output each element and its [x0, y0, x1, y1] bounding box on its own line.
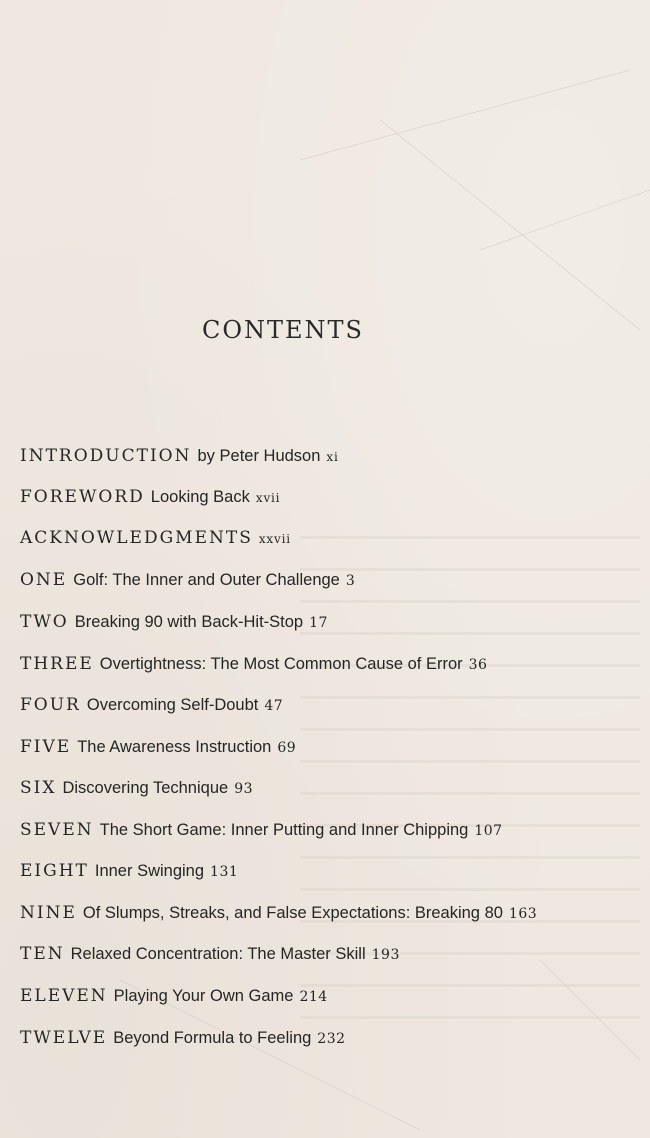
toc-entry [20, 1027, 346, 1050]
page-number: 107 [474, 823, 503, 839]
chapter-label: FIVE [20, 737, 72, 757]
page-number: 163 [508, 906, 538, 922]
page-number: 3 [345, 573, 356, 589]
toc-entry [20, 611, 328, 634]
page-number: 69 [277, 740, 297, 756]
chapter-title: Overcoming Self-Doubt [86, 696, 259, 714]
page-number: 232 [317, 1031, 346, 1047]
chapter-label: TEN [20, 944, 65, 964]
toc-entry [20, 902, 537, 925]
toc-entry [20, 653, 487, 676]
chapter-title: The Short Game: Inner Putting and Inner Chipping [99, 821, 469, 839]
chapter-title: by Peter Hudson [197, 447, 321, 465]
chapter-label: TWO [20, 612, 69, 632]
chapter-title: Inner Swinging [94, 862, 205, 880]
chapter-label: THREE [20, 654, 94, 674]
chapter-label: ELEVEN [20, 986, 108, 1006]
toc-entry [20, 694, 283, 717]
page-number: 214 [299, 989, 328, 1005]
toc-entry [20, 445, 339, 468]
page-number: 93 [234, 781, 254, 797]
toc-entry [20, 486, 280, 509]
page-number: 17 [309, 615, 328, 631]
chapter-label: SIX [20, 778, 57, 798]
chapter-label: FOUR [20, 695, 81, 715]
toc-entry [20, 736, 296, 759]
chapter-label: NINE [20, 903, 77, 923]
toc-entry [20, 943, 400, 966]
page-number: xxvii [258, 532, 291, 546]
page-number: 47 [264, 698, 284, 714]
page-title: CONTENTS [201, 316, 364, 344]
page-number: xi [326, 450, 339, 464]
page-number: 131 [210, 864, 239, 880]
chapter-title: Playing Your Own Game [113, 987, 294, 1005]
chapter-label: FOREWORD [20, 487, 145, 507]
toc-entry [20, 569, 355, 592]
toc-entry [20, 819, 503, 842]
chapter-title: Discovering Technique [62, 779, 229, 797]
chapter-title: The Awareness Instruction [77, 738, 272, 756]
chapter-title: Of Slumps, Streaks, and False Expectations: Breaking 80 [82, 904, 503, 922]
toc-entry [20, 985, 328, 1008]
toc-entry [20, 777, 253, 800]
page-number: 193 [371, 947, 400, 963]
chapter-label: INTRODUCTION [20, 446, 192, 466]
chapter-label: ACKNOWLEDGMENTS [20, 528, 253, 548]
chapter-label: TWELVE [20, 1028, 108, 1048]
toc-entry [20, 860, 238, 883]
chapter-title: Beyond Formula to Feeling [113, 1029, 312, 1047]
chapter-title: Overtightness: The Most Common Cause of Error [99, 655, 463, 673]
chapter-title: Relaxed Concentration: The Master Skill [70, 945, 366, 963]
chapter-title: Golf: The Inner and Outer Challenge [73, 571, 340, 589]
chapter-label: ONE [20, 570, 68, 590]
chapter-title: Breaking 90 with Back-Hit-Stop [74, 613, 304, 631]
chapter-label: EIGHT [20, 861, 89, 881]
page-number: xvii [255, 491, 281, 505]
chapter-label: SEVEN [20, 820, 94, 840]
chapter-title: Looking Back [150, 488, 250, 506]
toc-entry [20, 527, 291, 550]
page-number: 36 [468, 657, 488, 673]
